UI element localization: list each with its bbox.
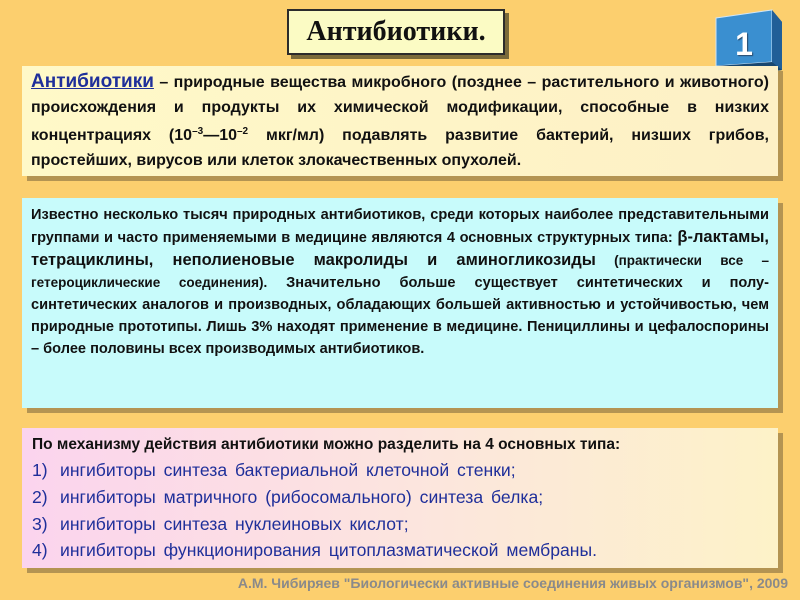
list-item <box>32 537 769 564</box>
mechanism-intro: По механизму действия антибиотики можно разделить на 4 основных типа: <box>32 436 621 453</box>
slide-number: 1 <box>735 25 753 62</box>
definition-box <box>22 66 778 176</box>
definition-term: Антибиотики <box>31 71 154 92</box>
structural-types-note: (практически все – гетероциклические соединения). <box>31 252 769 291</box>
list-item-number: 3) <box>32 513 48 534</box>
list-item-text: ингибиторы синтеза бактериальной клеточной стенки; <box>60 460 516 480</box>
list-item-number: 2) <box>32 486 48 507</box>
exponent-2: –2 <box>236 126 249 137</box>
mechanism-box <box>22 428 778 568</box>
known-text: Известно несколько тысяч природных антибиотиков, среди которых наиболее представительными группами и часто применяемыми в медицине являются 4 основных структурных типа: <box>31 207 769 246</box>
known-antibiotics-box <box>22 198 778 408</box>
exponent-1: –3 <box>192 126 204 137</box>
definition-text-end: мкг/мл) подавлять развитие бактерий, низших грибов, простейших, вирусов или клеток злокачественных опухолей. <box>31 127 769 169</box>
list-item-text: ингибиторы функционирования цитоплазматической мембраны. <box>60 540 598 561</box>
list-item <box>32 457 769 484</box>
definition-dash: —10 <box>203 127 237 144</box>
list-item <box>32 511 769 538</box>
list-item-number: 1) <box>32 460 48 480</box>
list-item-text: ингибиторы синтеза нуклеиновых кислот; <box>60 513 409 534</box>
known-text-end: Значительно больше существует синтетических и полу-синтетических аналогов и производных, обладающих большей активностью и устойчивостью, чем природные прототипы. Лишь 3% находят применение в медицине. Пенициллины и цефалоспорины – более половины всех производимых антибиотиков. <box>31 275 769 357</box>
list-item-text: ингибиторы матричного (рибосомального) синтеза белка; <box>60 486 544 507</box>
definition-text: – природные вещества микробного (позднее – растительного и животного) происхождения и продукты их химической модификации, способные в низких концентрациях (10 <box>31 74 769 144</box>
slide-title: Антибиотики. <box>287 9 505 55</box>
structural-types: β-лактамы, тетрациклины, неполиеновые макролиды и аминогликозиды <box>31 227 769 269</box>
footer-credit: А.М. Чибиряев "Биологически активные соединения живых организмов", 2009 <box>237 575 788 591</box>
list-item-number: 4) <box>32 540 48 561</box>
mechanism-list <box>32 457 769 564</box>
list-item <box>32 484 769 511</box>
